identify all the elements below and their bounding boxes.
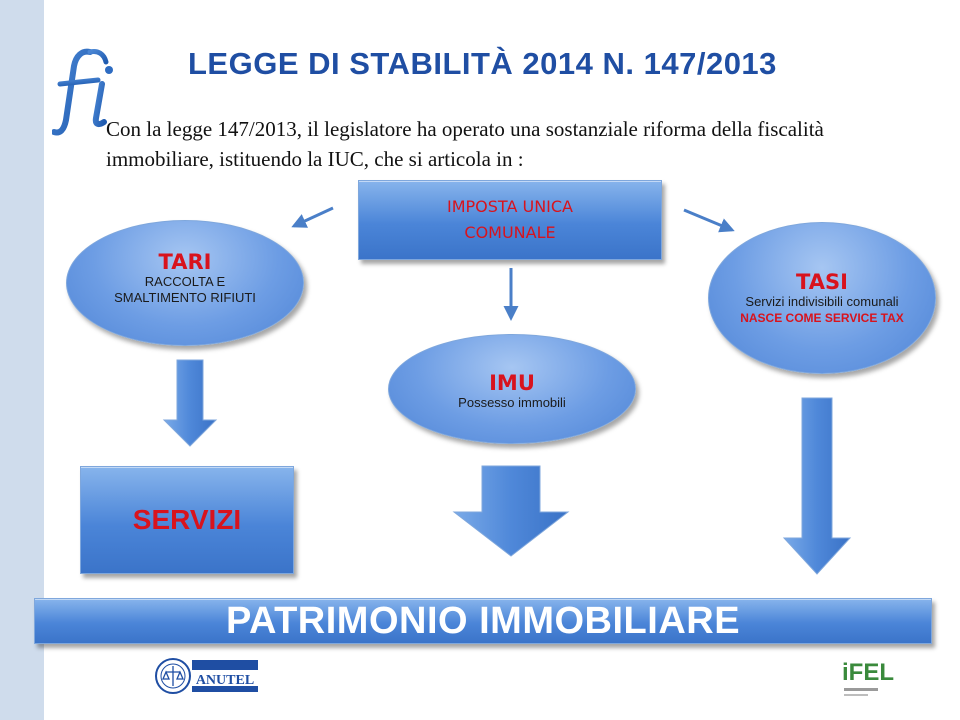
tari-heading: TARI bbox=[158, 250, 212, 274]
tasi-heading: TASI bbox=[796, 270, 848, 294]
iuc-box bbox=[358, 180, 662, 260]
patrimonio-label: PATRIMONIO IMMOBILIARE bbox=[225, 599, 741, 642]
intro-text: Con la legge 147/2013, il legislatore ha operato una sostanziale riforma della fiscalità immobiliare, istituendo la IUC, che si articola in : bbox=[106, 117, 824, 171]
tari-description: RACCOLTA E SMALTIMENTO RIFIUTI bbox=[114, 274, 256, 305]
anutel-logo-icon bbox=[154, 656, 260, 696]
imu-description: Possesso immobili bbox=[458, 395, 566, 410]
tari-ellipse bbox=[66, 220, 304, 346]
tasi-note: NASCE COME SERVICE TAX bbox=[740, 311, 904, 325]
servizi-box bbox=[80, 466, 294, 574]
arrow-tari-servizi bbox=[164, 360, 216, 446]
page-title: LEGGE DI STABILITÀ 2014 N. 147/2013 bbox=[188, 46, 777, 81]
imu-ellipse bbox=[388, 334, 636, 444]
ifel-logo-icon bbox=[840, 652, 900, 702]
ifel-logo-text: iFEL bbox=[842, 659, 894, 686]
arrow-tasi-patrimonio bbox=[784, 398, 850, 574]
tasi-ellipse bbox=[708, 222, 936, 374]
arrow-to-tari bbox=[294, 208, 333, 226]
iuc-line2: COMUNALE bbox=[464, 223, 556, 242]
imu-heading: IMU bbox=[489, 371, 535, 395]
tasi-description: Servizi indivisibili comunali bbox=[745, 294, 899, 309]
iuc-line1: IMPOSTA UNICA bbox=[447, 197, 573, 216]
anutel-logo-text: ANUTEL bbox=[195, 673, 255, 688]
arrow-to-tasi bbox=[684, 210, 732, 230]
arrow-imu-patrimonio bbox=[454, 466, 568, 556]
servizi-label: SERVIZI bbox=[132, 504, 242, 535]
patrimonio-box bbox=[34, 598, 932, 644]
